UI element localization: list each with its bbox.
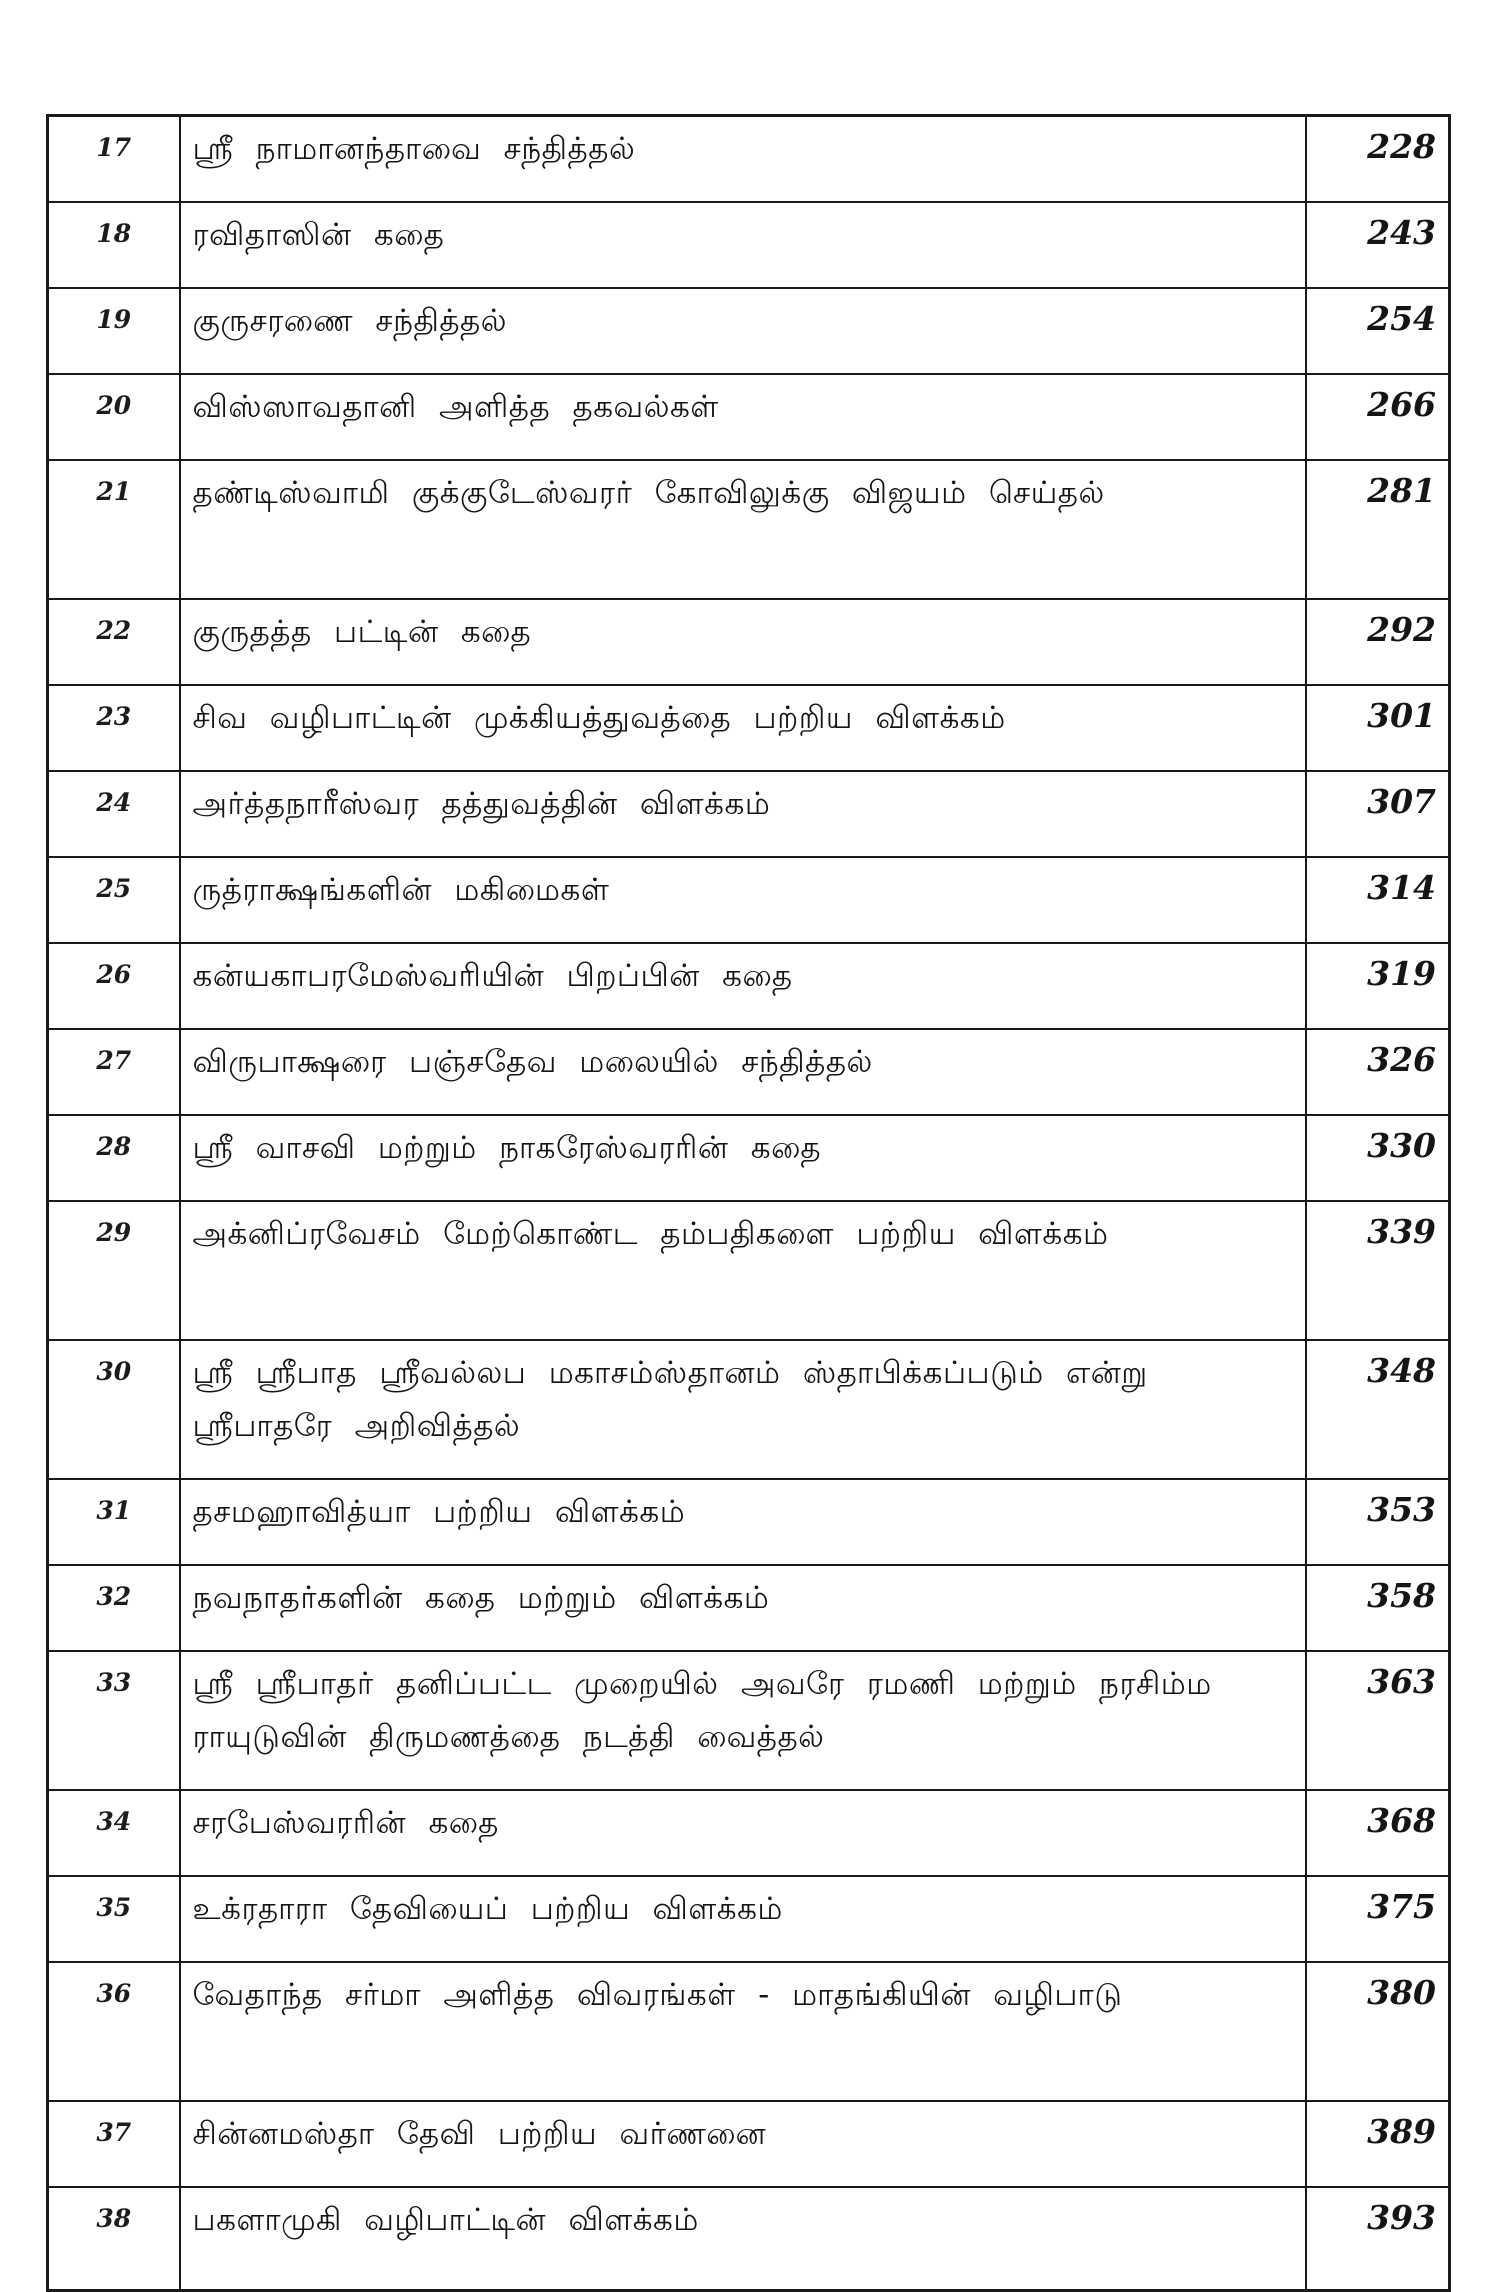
page-number: 380 [1306,1962,1450,2101]
chapter-title: குருசரணை சந்தித்தல் [180,288,1306,374]
table-row [48,771,1450,857]
chapter-title: அர்த்தநாரீஸ்வர தத்துவத்தின் விளக்கம் [180,771,1306,857]
chapter-title: தண்டிஸ்வாமி குக்குடேஸ்வரர் கோவிலுக்கு விஜயம் செய்தல் [180,460,1306,599]
table-row [48,460,1450,599]
chapter-number: 23 [48,685,180,771]
chapter-title: தசமஹாவித்யா பற்றிய விளக்கம் [180,1479,1306,1565]
table-row [48,1565,1450,1651]
chapter-title: ஸ்ரீ ஸ்ரீபாதர் தனிப்பட்ட முறையில் அவரே ரமணி மற்றும் நரசிம்ம ராயுடுவின் திருமணத்தை நடத்தி வைத்தல் [180,1651,1306,1790]
chapter-number: 24 [48,771,180,857]
chapter-number: 22 [48,599,180,685]
chapter-number: 25 [48,857,180,943]
table-row [48,2187,1450,2291]
chapter-title: கன்யகாபரமேஸ்வரியின் பிறப்பின் கதை [180,943,1306,1029]
chapter-title: விஸ்ஸாவதானி அளித்த தகவல்கள் [180,374,1306,460]
page-number: 319 [1306,943,1450,1029]
page-number: 326 [1306,1029,1450,1115]
chapter-number: 38 [48,2187,180,2291]
table-row [48,1340,1450,1479]
chapter-number: 19 [48,288,180,374]
page-number: 389 [1306,2101,1450,2187]
table-row [48,288,1450,374]
chapter-number: 17 [48,116,180,203]
table-row [48,116,1450,203]
chapter-title: அக்னிப்ரவேசம் மேற்கொண்ட தம்பதிகளை பற்றிய விளக்கம் [180,1201,1306,1340]
chapter-title: பகளாமுகி வழிபாட்டின் விளக்கம் [180,2187,1306,2291]
chapter-number: 27 [48,1029,180,1115]
page-number: 339 [1306,1201,1450,1340]
chapter-title: சிவ வழிபாட்டின் முக்கியத்துவத்தை பற்றிய விளக்கம் [180,685,1306,771]
chapter-title: ஸ்ரீ ஸ்ரீபாத ஸ்ரீவல்லப மகாசம்ஸ்தானம் ஸ்தாபிக்கப்படும் என்று ஸ்ரீபாதரே அறிவித்தல் [180,1340,1306,1479]
page-number: 348 [1306,1340,1450,1479]
table-of-contents [46,114,1451,2292]
table-row [48,1651,1450,1790]
table-row [48,1962,1450,2101]
chapter-title: வேதாந்த சர்மா அளித்த விவரங்கள் - மாதங்கியின் வழிபாடு [180,1962,1306,2101]
chapter-title: ருத்ராக்ஷங்களின் மகிமைகள் [180,857,1306,943]
page-number: 375 [1306,1876,1450,1962]
page-number: 266 [1306,374,1450,460]
page-number: 363 [1306,1651,1450,1790]
chapter-title: விருபாக்ஷரை பஞ்சதேவ மலையில் சந்தித்தல் [180,1029,1306,1115]
table-row [48,1029,1450,1115]
chapter-number: 31 [48,1479,180,1565]
chapter-title: ஸ்ரீ வாசவி மற்றும் நாகரேஸ்வரரின் கதை [180,1115,1306,1201]
table-row [48,1201,1450,1340]
table-row [48,943,1450,1029]
chapter-title: சின்னமஸ்தா தேவி பற்றிய வர்ணனை [180,2101,1306,2187]
table-row [48,1479,1450,1565]
page-number: 314 [1306,857,1450,943]
chapter-number: 35 [48,1876,180,1962]
table-row [48,1876,1450,1962]
chapter-number: 28 [48,1115,180,1201]
page-number: 353 [1306,1479,1450,1565]
table-row [48,202,1450,288]
chapter-title: சரபேஸ்வரரின் கதை [180,1790,1306,1876]
chapter-number: 32 [48,1565,180,1651]
chapter-number: 36 [48,1962,180,2101]
chapter-number: 26 [48,943,180,1029]
chapter-number: 33 [48,1651,180,1790]
page-number: 358 [1306,1565,1450,1651]
table-row [48,1115,1450,1201]
chapter-number: 30 [48,1340,180,1479]
page-number: 228 [1306,116,1450,203]
page-number: 292 [1306,599,1450,685]
page-number: 243 [1306,202,1450,288]
page-number: 307 [1306,771,1450,857]
page-number: 281 [1306,460,1450,599]
page-number: 254 [1306,288,1450,374]
toc-body [48,116,1450,2291]
chapter-number: 20 [48,374,180,460]
page-number: 368 [1306,1790,1450,1876]
table-row [48,685,1450,771]
table-row [48,2101,1450,2187]
chapter-number: 21 [48,460,180,599]
chapter-number: 37 [48,2101,180,2187]
page-number: 393 [1306,2187,1450,2291]
chapter-title: உக்ரதாரா தேவியைப் பற்றிய விளக்கம் [180,1876,1306,1962]
table-row [48,599,1450,685]
chapter-title: நவநாதர்களின் கதை மற்றும் விளக்கம் [180,1565,1306,1651]
chapter-title: ஸ்ரீ நாமானந்தாவை சந்தித்தல் [180,116,1306,203]
chapter-title: குருதத்த பட்டின் கதை [180,599,1306,685]
page-number: 301 [1306,685,1450,771]
table-row [48,374,1450,460]
page-number: 330 [1306,1115,1450,1201]
chapter-number: 34 [48,1790,180,1876]
table-row [48,1790,1450,1876]
chapter-number: 29 [48,1201,180,1340]
chapter-number: 18 [48,202,180,288]
chapter-title: ரவிதாஸின் கதை [180,202,1306,288]
table-row [48,857,1450,943]
